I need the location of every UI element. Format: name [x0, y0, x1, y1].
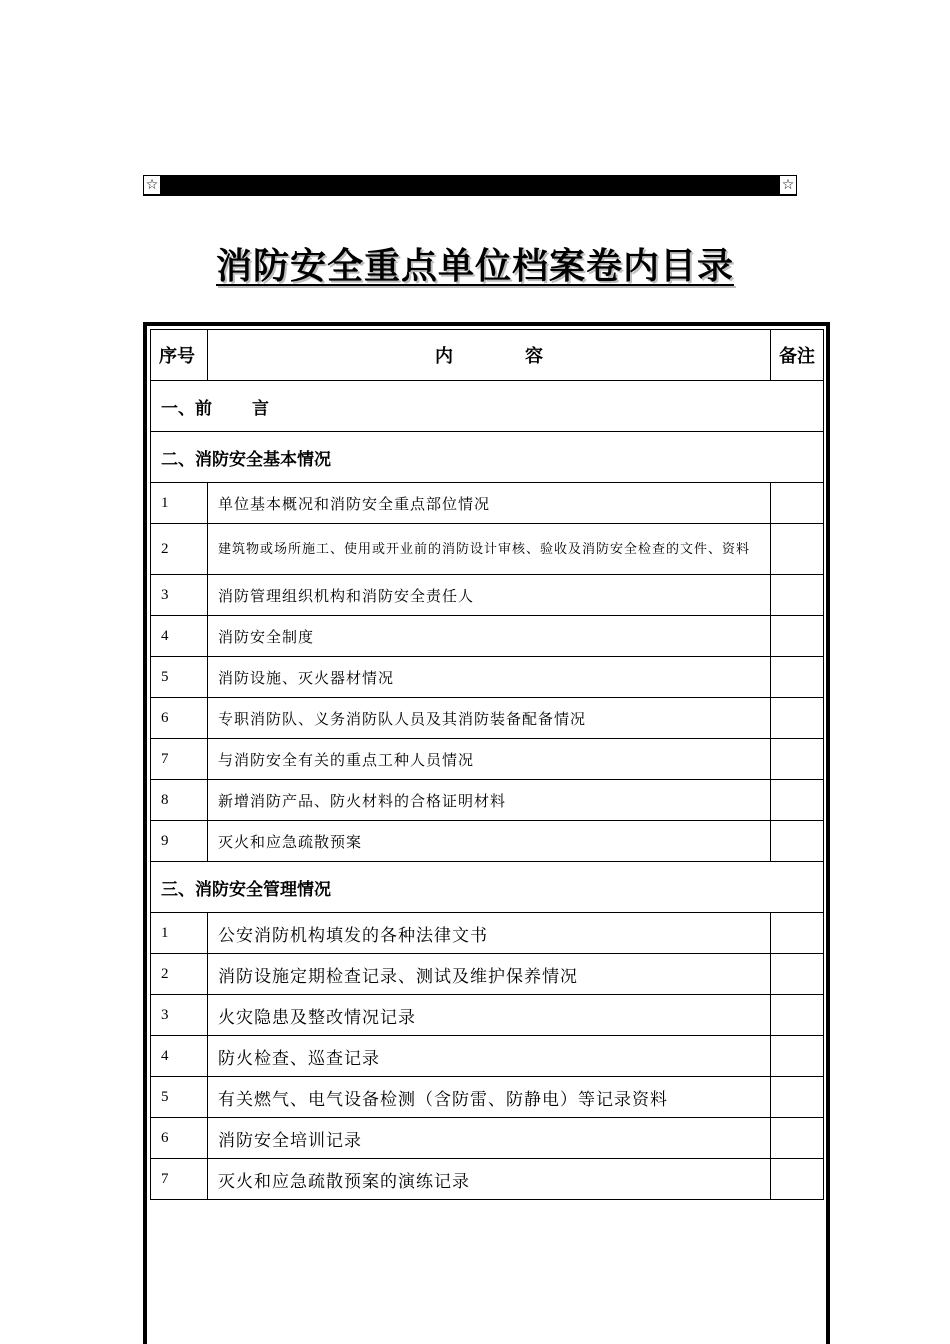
- section-label: 三、消防安全管理情况: [151, 862, 824, 913]
- header-note: 备注: [771, 330, 824, 381]
- row-no: 5: [151, 1077, 208, 1118]
- catalog-table-frame: [143, 322, 830, 1344]
- row-text: 灭火和应急疏散预案的演练记录: [208, 1159, 771, 1200]
- row-note: [771, 575, 824, 616]
- row-text: 防火检查、巡查记录: [208, 1036, 771, 1077]
- star-icon: ☆: [781, 177, 795, 193]
- row-no: 7: [151, 1159, 208, 1200]
- row-no: 2: [151, 524, 208, 575]
- table-row: [151, 1077, 824, 1118]
- row-no: 9: [151, 821, 208, 862]
- row-text: 消防设施、灭火器材情况: [208, 657, 771, 698]
- row-text: 与消防安全有关的重点工种人员情况: [208, 739, 771, 780]
- catalog-table: [150, 329, 824, 1200]
- row-note: [771, 739, 824, 780]
- row-text: 新增消防产品、防火材料的合格证明材料: [208, 780, 771, 821]
- row-text: 消防设施定期检查记录、测试及维护保养情况: [208, 954, 771, 995]
- row-note: [771, 995, 824, 1036]
- section-row-basic: [151, 432, 824, 483]
- table-row: [151, 1118, 824, 1159]
- row-no: 5: [151, 657, 208, 698]
- section-label-b: 言: [252, 398, 269, 419]
- header-content-a: 内: [435, 346, 453, 367]
- row-no: 3: [151, 995, 208, 1036]
- header-content: [208, 330, 771, 381]
- row-no: 4: [151, 1036, 208, 1077]
- row-note: [771, 524, 824, 575]
- row-note: [771, 657, 824, 698]
- row-no: 1: [151, 913, 208, 954]
- section-row-preface: [151, 381, 824, 432]
- row-text: 有关燃气、电气设备检测（含防雷、防静电）等记录资料: [208, 1077, 771, 1118]
- header-no: 序号: [151, 330, 208, 381]
- table-row: [151, 954, 824, 995]
- row-note: [771, 698, 824, 739]
- row-no: 3: [151, 575, 208, 616]
- table-row: [151, 524, 824, 575]
- row-no: 1: [151, 483, 208, 524]
- row-note: [771, 954, 824, 995]
- row-no: 8: [151, 780, 208, 821]
- table-row: [151, 1159, 824, 1200]
- row-text: 灭火和应急疏散预案: [208, 821, 771, 862]
- row-note: [771, 1159, 824, 1200]
- row-note: [771, 1077, 824, 1118]
- table-row: [151, 657, 824, 698]
- table-row: [151, 913, 824, 954]
- row-note: [771, 1118, 824, 1159]
- row-note: [771, 821, 824, 862]
- table-row: [151, 821, 824, 862]
- section-label: 二、消防安全基本情况: [151, 432, 824, 483]
- table-row: [151, 780, 824, 821]
- row-text: 消防管理组织机构和消防安全责任人: [208, 575, 771, 616]
- row-note: [771, 780, 824, 821]
- header-content-b: 容: [525, 346, 543, 367]
- row-text: 火灾隐患及整改情况记录: [208, 995, 771, 1036]
- row-note: [771, 483, 824, 524]
- row-no: 6: [151, 1118, 208, 1159]
- page-title: 消防安全重点单位档案卷内目录: [215, 245, 734, 287]
- section-row-management: [151, 862, 824, 913]
- table-row: [151, 1036, 824, 1077]
- table-row: [151, 995, 824, 1036]
- row-text: 专职消防队、义务消防队人员及其消防装备配备情况: [208, 698, 771, 739]
- table-row: [151, 698, 824, 739]
- row-no: 6: [151, 698, 208, 739]
- table-row: [151, 575, 824, 616]
- table-row: [151, 739, 824, 780]
- row-note: [771, 616, 824, 657]
- star-icon: ☆: [145, 177, 159, 193]
- row-no: 7: [151, 739, 208, 780]
- row-no: 4: [151, 616, 208, 657]
- row-text: 消防安全培训记录: [208, 1118, 771, 1159]
- section-label-a: 一、前: [161, 398, 212, 419]
- row-text: 消防安全制度: [208, 616, 771, 657]
- section-label: [151, 381, 824, 432]
- row-note: [771, 1036, 824, 1077]
- row-text: 建筑物或场所施工、使用或开业前的消防设计审核、验收及消防安全检查的文件、资料: [208, 524, 771, 575]
- row-text: 公安消防机构填发的各种法律文书: [208, 913, 771, 954]
- table-row: [151, 616, 824, 657]
- decorative-banner: [143, 175, 797, 196]
- row-text: 单位基本概况和消防安全重点部位情况: [208, 483, 771, 524]
- row-note: [771, 913, 824, 954]
- table-header-row: [151, 330, 824, 381]
- row-no: 2: [151, 954, 208, 995]
- table-row: [151, 483, 824, 524]
